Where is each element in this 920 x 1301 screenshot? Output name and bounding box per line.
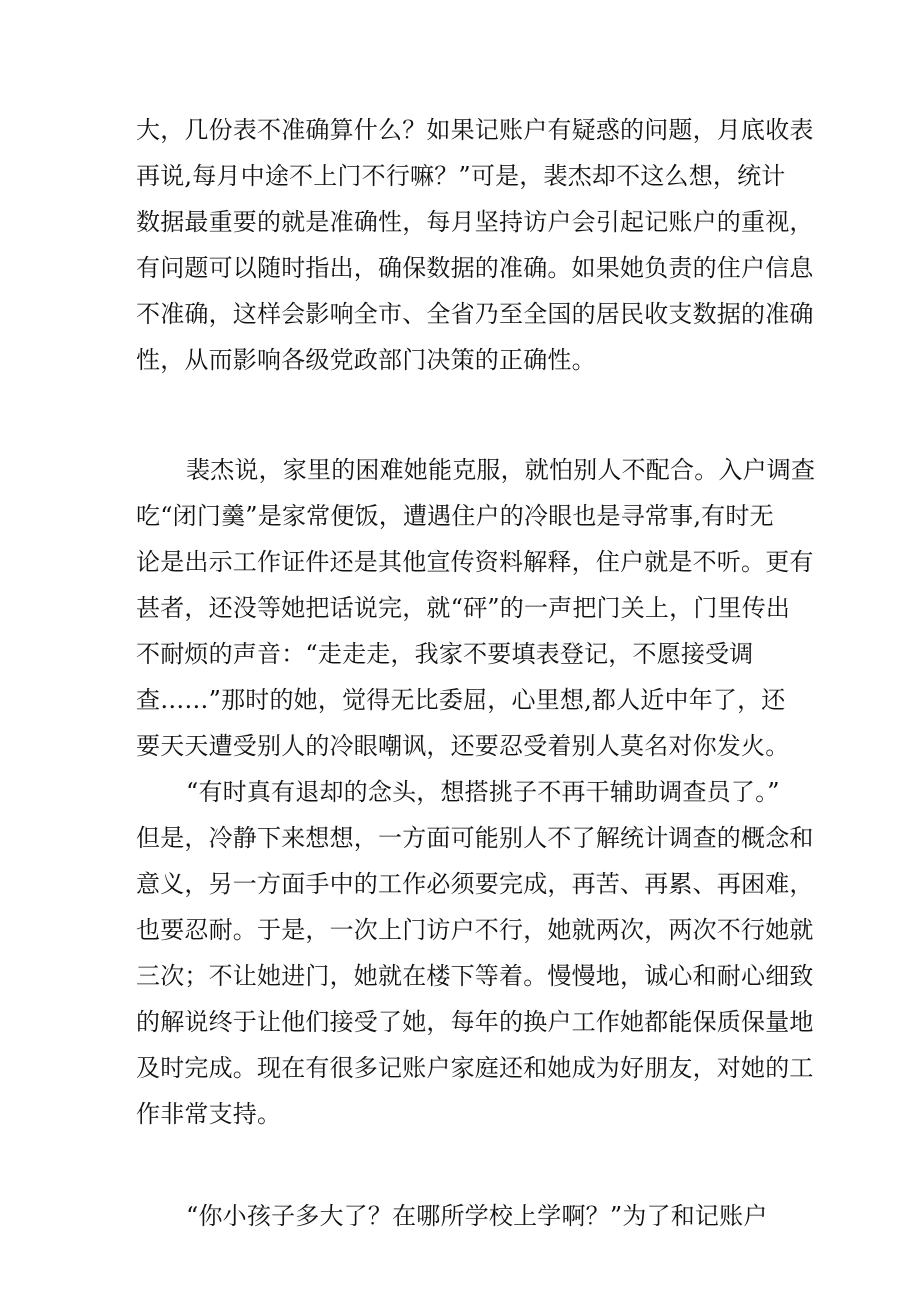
text-line: “你小孩子多大了？在哪所学校上学啊？”为了和记账户 (186, 1202, 768, 1230)
text-line: 及时完成。现在有很多记账户家庭还和她成为好朋友，对她的工 (136, 1054, 814, 1082)
text-line: 意义，另一方面手中的工作必须要完成，再苦、再累、再困难， (136, 870, 814, 898)
text-line: 吃“闭门羹”是家常便饭，遭遇住户的冷眼也是寻常事,有时无 (136, 502, 774, 530)
text-line: 不准确，这样会影响全市、全省乃至全国的居民收支数据的准确 (136, 300, 814, 328)
text-line: 查……”那时的她，觉得无比委屈，心里想,都人近中年了，还 (136, 686, 786, 714)
text-line: 有问题可以随时指出，确保数据的准确。如果她负责的住户信息 (136, 254, 814, 282)
text-line: 裴杰说，家里的困难她能克服，就怕别人不配合。入户调查 (186, 456, 816, 484)
text-line: 不耐烦的声音：“走走走，我家不要填表登记，不愿接受调 (136, 640, 754, 668)
text-line: 但是，冷静下来想想，一方面可能别人不了解统计调查的概念和 (136, 824, 814, 852)
text-line: 也要忍耐。于是，一次上门访户不行，她就两次，两次不行她就 (136, 916, 814, 944)
text-line: “有时真有退却的念头，想搭挑子不再干辅助调查员了。” (186, 778, 780, 806)
text-line: 作非常支持。 (136, 1100, 282, 1128)
text-line: 的解说终于让他们接受了她，每年的换户工作她都能保质保量地 (136, 1008, 814, 1036)
text-line: 数据最重要的就是准确性，每月坚持访户会引起记账户的重视， (136, 208, 814, 236)
text-line: 甚者，还没等她把话说完，就“砰”的一声把门关上，门里传出 (136, 594, 791, 622)
text-line: 再说,每月中途不上门不行嘛？”可是，裴杰却不这么想，统计 (136, 162, 786, 190)
text-line: 三次；不让她进门，她就在楼下等着。慢慢地，诚心和耐心细致 (136, 962, 814, 990)
text-line: 性，从而影响各级党政部门决策的正确性。 (136, 346, 596, 374)
text-line: 论是出示工作证件还是其他宣传资料解释，住户就是不听。更有 (136, 548, 814, 576)
text-line: 要天天遭受别人的冷眼嘲讽，还要忍受着别人莫名对你发火。 (136, 732, 790, 760)
text-line: 大，几份表不准确算什么？如果记账户有疑惑的问题，月底收表 (136, 116, 814, 144)
